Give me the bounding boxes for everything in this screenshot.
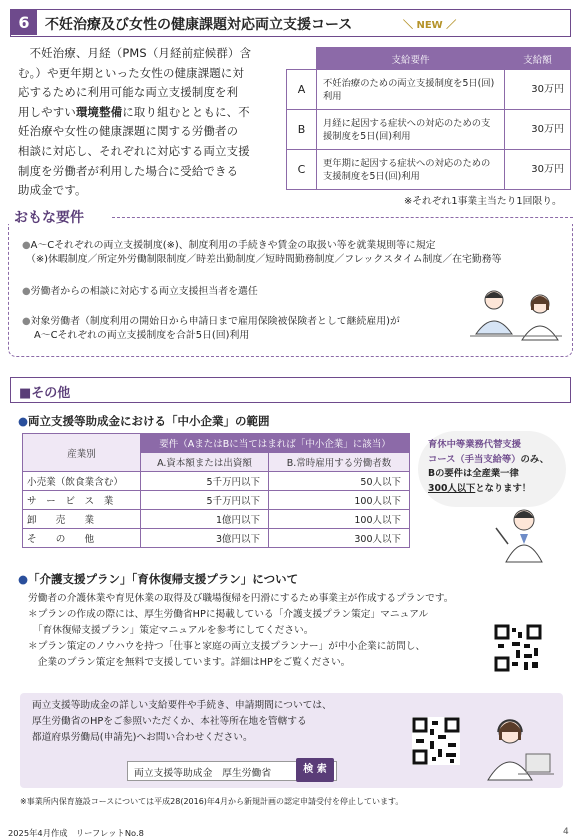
table-row: サ ー ビ ス 業 5千万円以下 100人以下 (23, 491, 410, 510)
table-row: C 更年期に起因する症状への対応のための支援制度を5日(回)利用 30万円 (287, 150, 571, 190)
course-header (10, 9, 571, 37)
qr-code-icon[interactable] (412, 717, 460, 765)
table-note: ※それぞれ1事業主当たり1回限り。 (404, 196, 562, 207)
consultation-illustration-icon (466, 286, 566, 348)
others-section-header: ■その他 (10, 377, 571, 403)
sme-table (22, 433, 410, 548)
footer-info: 2025年4月作成 リーフレットNo.8 (8, 828, 144, 838)
header-requirement: 支給要件 (317, 48, 505, 70)
course-title: 不妊治療及び女性の健康課題対応両立支援コース (45, 17, 353, 33)
divider (112, 217, 573, 218)
list-item: ●A～Cそれぞれの両立支援制度(※)、制度利用の手続きや賃金の取扱い等を就業規則等に規定 （※)休暇制度／所定外労働制限制度／時差出勤制度／短時間勤務制度／フレックスタイム制度／在宅勤務等 (22, 240, 502, 265)
table-row: 小売業（飲食業含む） 5千万円以下 50人以下 (23, 472, 410, 491)
footnote: ※事業所内保育施設コースについては平成28(2016)年4月から新規計画の認定申請受付を停止しています。 (20, 797, 404, 806)
header-group: 要件（AまたはBに当てはまれば「中小企業」に該当） (141, 434, 410, 453)
table-row: 卸 売 業 1億円以下 100人以下 (23, 510, 410, 529)
requirements-table (286, 47, 571, 190)
header-industry: 産業別 (23, 434, 141, 472)
table-row: B 月経に起因する症状への対応のための支援制度を5日(回)利用 30万円 (287, 110, 571, 150)
sme-heading: ●両立支援等助成金における「中小企業」の範囲 (18, 414, 270, 428)
highlight-text: 環境整備 (75, 104, 123, 119)
intro-text: 不妊治療、月経（PMS（月経前症候群）含 む。）や更年期といった女性の健康課題に対 応するために利用可能な両立支援制度を利 用しやすい環境整備に取り組むとともに、不 妊治療や女性の健康課題に関する労働者の 相談に対応し、それぞれに対応する両立支援 制度を労働者が利用した場合に受給できる 助成金です。 (18, 46, 252, 198)
list-item: ●対象労働者（制度利用の開始日から申請日まで雇用保険被保険者として継続雇用)が A～Cそれぞれの両立支援制度を合計5日(回)利用 (22, 316, 400, 341)
requirements-title: おもな要件 (14, 207, 90, 227)
course-number: 6 (11, 10, 37, 35)
table-row: そ の 他 3億円以下 300人以下 (23, 529, 410, 548)
header-employees: B.常時雇用する労働者数 (269, 453, 410, 472)
qr-code-icon[interactable] (494, 624, 542, 672)
new-badge: ＼ NEW ／ (403, 20, 457, 31)
plan-heading: ●「介護支援プラン」「育休復帰支援プラン」について (18, 572, 299, 586)
plan-text: 労働者の介護休業や育児休業の取得及び職場復帰を円滑にするため事業主が作成するプランです。 ＊プランの作成の際には、厚生労働省HPに掲載している「介護支援プラン策定」マニュアル 「育休復帰支援プラン」策定マニュアルを参考にしてください。 ＊プラン策定のノウハウを持つ「仕事と家庭の両立支援プランナー」が中小企業に訪問し、 企業のプラン策定を無料で支援しています。詳細はHPをご覧ください。 (28, 593, 454, 668)
list-item: ●労働者からの相談に対応する両立支援担当者を選任 (22, 286, 258, 297)
search-box[interactable]: 両立支援等助成金 厚生労働省 (127, 761, 337, 781)
call-center-illustration-icon (478, 714, 554, 784)
header-amount: 支給額 (505, 48, 571, 70)
header-capital: A.資本額または出資額 (141, 453, 269, 472)
staff-pointing-illustration-icon (494, 504, 550, 564)
bubble-text: 育休中等業務代替支援 コース（手当支給等）のみ、 Bの要件は全産業一律 300人以下となります！ (428, 439, 549, 494)
table-row: A 不妊治療のための両立支援制度を5日(回)利用 30万円 (287, 70, 571, 110)
contact-text: 両立支援等助成金の詳しい支給要件や手続き、申請期間については、 厚生労働省のHPをご参照いただくか、本社等所在地を管轄する 都道府県労働局(申請先)へお問い合わせください。 (32, 700, 332, 743)
search-button[interactable]: 検 索 (296, 758, 334, 782)
page-number: 4 (563, 827, 569, 837)
